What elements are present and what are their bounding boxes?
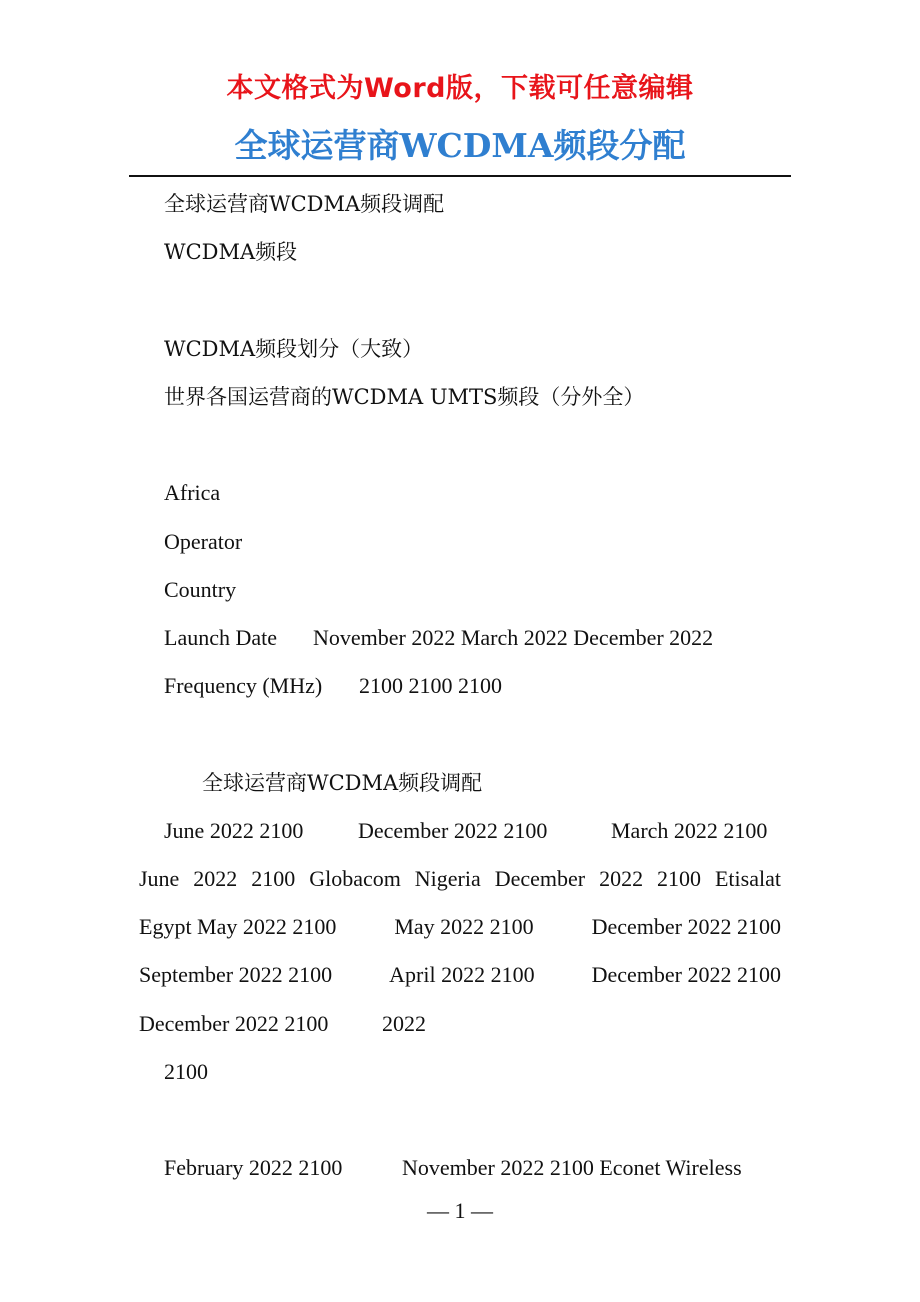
table-cell: November 2022 2100 Econet Wireless <box>402 1155 742 1180</box>
column-header-launch-date: Launch Date <box>164 625 277 650</box>
region-label: Africa <box>164 480 221 505</box>
body-line: WCDMA频段 <box>164 240 298 264</box>
body-line: WCDMA频段划分（大致） <box>164 337 424 361</box>
table-cell: 2022 <box>599 866 644 891</box>
table-cell: 2100 <box>164 1059 208 1084</box>
table-cell: June <box>139 866 180 891</box>
table-cell: December 2022 2100 <box>358 818 548 843</box>
table-cell: 2022 <box>382 1011 426 1036</box>
table-cell: December <box>494 866 586 891</box>
column-header-frequency: Frequency (MHz) <box>164 673 323 698</box>
document-title: 全球运营商WCDMA频段分配 <box>234 126 686 165</box>
column-header-country: Country <box>164 577 237 602</box>
table-cell: December 2022 2100 <box>591 962 781 987</box>
table-cell: December 2022 2100 <box>591 914 781 939</box>
table-cell: April 2022 2100 <box>389 962 535 987</box>
table-cell: Globacom <box>309 866 401 891</box>
table-row <box>139 961 781 989</box>
body-line: 全球运营商WCDMA频段调配 <box>164 192 445 216</box>
download-banner: 本文格式为Word版，下载可任意编辑 <box>226 73 694 104</box>
table-cell: 2022 <box>193 866 238 891</box>
table-cell: March 2022 2100 <box>611 818 768 843</box>
body-line: 世界各国运营商的WCDMA UMTS频段（分外全） <box>164 385 645 409</box>
table-cell: May 2022 2100 <box>394 914 534 939</box>
table-cell: 2100 <box>657 866 702 891</box>
section-subheading: 全球运营商WCDMA频段调配 <box>202 771 483 795</box>
table-cell: Egypt May 2022 2100 <box>139 914 337 939</box>
table-cell: Nigeria <box>414 866 481 891</box>
table-cell: June 2022 2100 <box>164 818 304 843</box>
table-cell: December 2022 2100 <box>139 1011 329 1036</box>
table-cell: Etisalat <box>714 866 781 891</box>
table-cell: February 2022 2100 <box>164 1155 343 1180</box>
table-row <box>139 913 781 941</box>
column-header-operator: Operator <box>164 529 243 554</box>
table-row <box>139 865 781 893</box>
title-divider <box>129 175 791 177</box>
page-number: — 1 — <box>427 1198 493 1223</box>
frequencies: 2100 2100 2100 <box>359 673 502 698</box>
table-cell: 2100 <box>251 866 296 891</box>
launch-dates: November 2022 March 2022 December 2022 <box>313 625 714 650</box>
table-cell: September 2022 2100 <box>139 962 333 987</box>
